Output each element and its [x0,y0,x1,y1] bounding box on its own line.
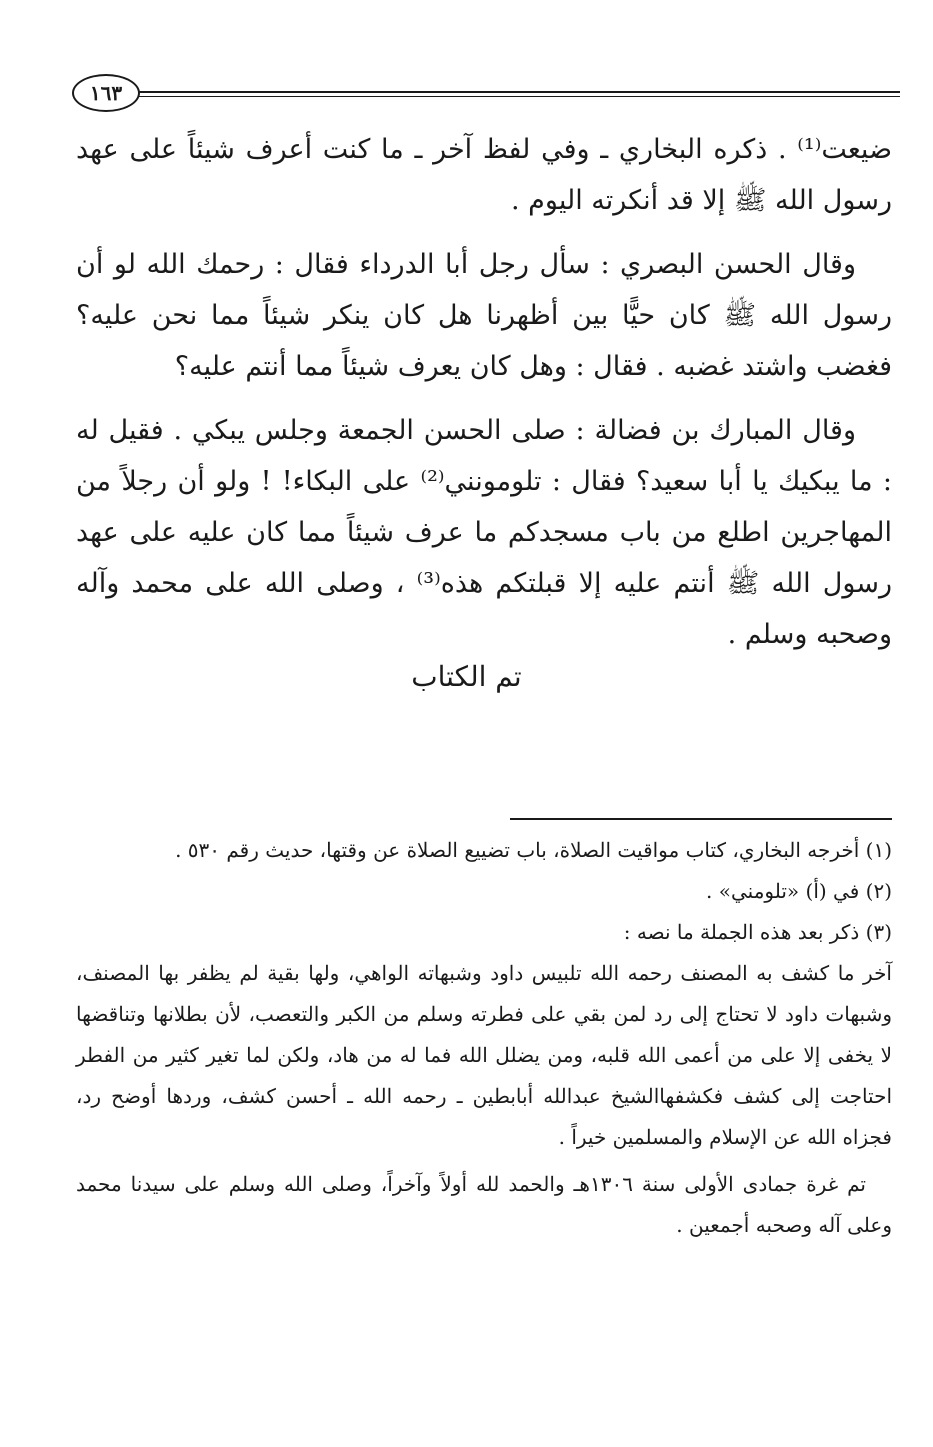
footnote-separator [510,818,892,820]
closing-note: تم غرة جمادى الأولى سنة ١٣٠٦هـ والحمد لله أولاً وآخراً، وصلى الله وسلم على سيدنا محمد وعلى آله وصحبه أجمعين . [76,1172,892,1237]
page-number: ١٦٣ [72,74,140,112]
footnote: (٢) في (أ) «تلومني» . [706,879,892,903]
quoted-note: آخر ما كشف به المصنف رحمه الله تلبيس داود وشبهاته الواهي، ولها بقية لم يظفر بها المصنف، وشبهات داود لا تحتاج إلى رد لمن بقي على فطرته وسلم من الكبر والتعصب، لأن بطلانها وتناقضها لا يخفى إلا على من أعمى الله قلبه، ومن يضلل الله فما له من هاد، ولكن لما تغير كثير من الفطر احتاجت إلى كشف فكشفهاالشيخ عبدالله أبابطين ـ رحمه الله ـ أحسن كشف، وردها أوضح رد، فجزاه الله عن الإسلام والمسلمين خيراً . [76,961,892,1149]
footnotes [76,830,892,1246]
header-rule-thin [134,96,900,97]
page-header [72,74,900,114]
paragraph: وقال الحسن البصري : سأل رجل أبا الدرداء فقال : رحمك الله لو أن رسول الله ﷺ كان حيًّا بين أظهرنا هل كان ينكر شيئاً مما نحن عليه؟ فغضب واشتد غضبه . فقال : وهل كان يعرف شيئاً مما أنتم عليه؟ [76,249,892,382]
paragraph: ضيعت⁽¹⁾ . ذكره البخاري ـ وفي لفظ آخر ـ ما كنت أعرف شيئاً على عهد رسول الله ﷺ إلا قد أنكرته اليوم . [76,134,892,216]
paragraph: وقال المبارك بن فضالة : صلى الحسن الجمعة وجلس يبكي . فقيل له : ما يبكيك يا أبا سعيد؟ فقال : تلومونني⁽²⁾ على البكاء! ! ولو أن رجلاً من المهاجرين اطلع من باب مسجدكم ما عرف شيئاً مما كان عليه على عهد رسول الله ﷺ أنتم عليه إلا قبلتكم هذه⁽³⁾ ، وصلى الله على محمد وآله وصحبه وسلم . [76,415,892,650]
main-text [76,124,892,673]
footnote: (١) أخرجه البخاري، كتاب مواقيت الصلاة، باب تضييع الصلاة عن وقتها، حديث رقم ٥٣٠ . [175,838,892,862]
header-rule [134,91,900,93]
footnote: (٣) ذكر بعد هذه الجملة ما نصه : [623,920,892,944]
end-title: تم الكتاب [411,660,522,693]
